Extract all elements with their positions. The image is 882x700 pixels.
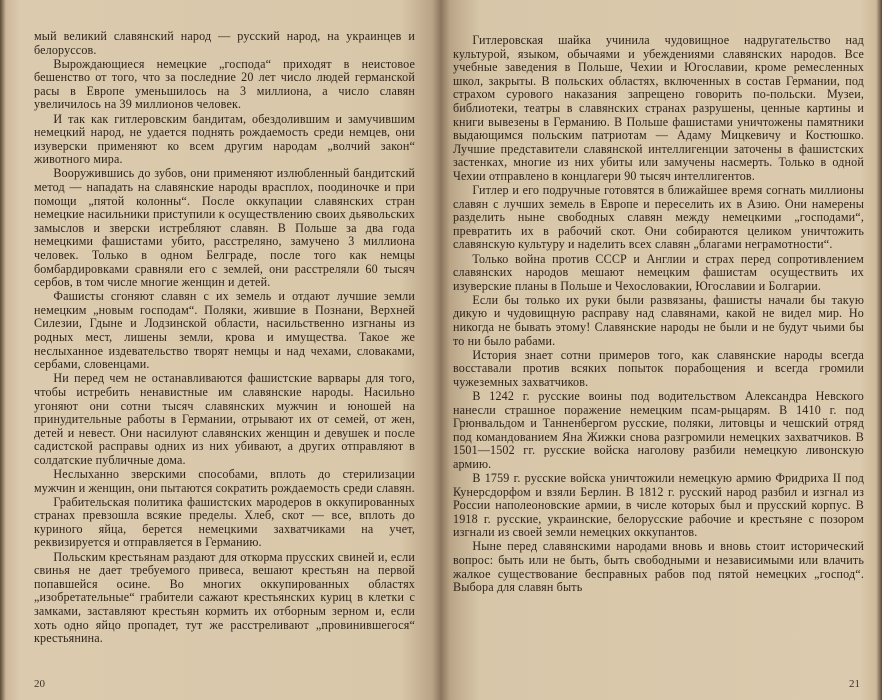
- paragraph: Гитлер и его подручные готовятся в ближайшее время согнать миллионы славян с лучших земель в Европе и переселить их в Азию. Они намерены разделить ныне свободных славян между немецкими „господами“, превратить их в рабочий скот. Они собираются целиком уничтожить славянскую культуру и наделить всех славян „благами неграмотности“.: [453, 183, 864, 252]
- paragraph: И так как гитлеровским бандитам, обездолившим и замучившим немецкий народ, не удается поднять рождаемость среди немцев, они изуверски применяют ко всем другим народам „волчий закон“ животного мира.: [34, 111, 415, 167]
- paragraph: Если бы только их руки были развязаны, фашисты начали бы такую дикую и чудовищную расправу над славянами, какой не видел мир. Но никогда не бывать этому! Славянские народы не были и не будут чьими бы то ни было рабами.: [453, 292, 864, 348]
- paragraph: История знает сотни примеров того, как славянские народы всегда восставали против всяких попыток порабощения и всегда громили чужеземных захватчиков.: [453, 347, 864, 389]
- page-number-left: 20: [34, 678, 45, 690]
- paragraph: Польским крестьянам раздают для откорма прусских свиней и, если свинья не дает требуемого привеса, вешают крестьян на первой попавшейся осине. Во многих оккупированных областях „изобретательные“ грабители сажают крестьянских куриц в клетки с замками, заставляют крестьян кормить их отборным зерном и, если хоть одно яйцо пропадет, тут же расстреливают „провинившегося“ крестьянина.: [34, 549, 415, 646]
- paragraph: Гитлеровская шайка учинила чудовищное надругательство над культурой, языком, обычаями и убеждениями славянских народов. Все учебные заведения в Польше, Чехии и Югославии, кроме ремесленных школ, закрыты. В польских областях, включенных в состав Германии, под страхом сурового наказания запрещено говорить по-польски. Музеи, библиотеки, театры в славянских странах разрушены, ценные картины и книги вывезены в Германию. В Польше фашистами уничтожены памятники выдающимся польским патриотам — Адаму Мицкевичу и Костюшко. Лучшие представители славянской интеллигенции заточены в фашистских застенках, многие из них убиты или замучены насмерть. Только в одной Чехии отправлено в концлагери 90 тысяч интеллигентов.: [453, 33, 864, 183]
- paragraph: Ныне перед славянскими народами вновь и вновь стоит исторический вопрос: быть или не быть, быть свободными и независимыми или влачить жалкое существование бесправных рабов под пятой немецких „господ“. Выбора для славян быть: [453, 539, 864, 595]
- paragraph: мый великий славянский народ — русский народ, на украинцев и белоруссов.: [34, 29, 415, 57]
- paragraph: Грабительская политика фашистских мародеров в оккупированных странах превзошла всякие пределы. Хлеб, скот — все, вплоть до куриного яйца, берется немецкими захватчиками на учет, реквизируется и отправляется в Германию.: [34, 494, 415, 550]
- paragraph: Фашисты сгоняют славян с их земель и отдают лучшие земли немецким „новым господам“. Поляки, жившие в Познани, Верхней Силезии, Гдыне и Лодзинской области, насильственно изгнаны из родных мест, лишены земли, крова и имущества. Такое же неслыханное издевательство творят немцы и над чехами, словаками, сербами, словенцами.: [34, 289, 415, 372]
- paragraph: В 1242 г. русские воины под водительством Александра Невского нанесли страшное поражение немецким псам-рыцарям. В 1410 г. под Грюнвальдом и Танненбергом русские, поляки, литовцы и чешский отряд под командованием Яна Жижки снова разгромили немецких захватчиков. В 1501—1502 гг. русские войска наголову разбили немецкую ливонскую армию.: [453, 388, 864, 471]
- paragraph: Вырождающиеся немецкие „господа“ приходят в неистовое бешенство от того, что за последние 20 лет число людей германской расы в Европе уменьшилось на 3 миллиона, а число славян увеличилось на 39 миллионов человек.: [34, 56, 415, 112]
- right-page-text: [453, 34, 864, 595]
- paragraph: Ни перед чем не останавливаются фашистские варвары для того, чтобы истребить ненавистные им славянские народы. Насильно угоняют они сотни тысяч славянских мужчин и юношей на принудительные работы в Германии, отрывают их от семей, от жен, детей и невест. Они насилуют славянских женщин и девушек и после садистской расправы одних из них убивают, а других отправляют в солдатские публичные дома.: [34, 371, 415, 467]
- paragraph: Неслыханно зверскими способами, вплоть до стерилизации мужчин и женщин, они пытаются сократить рождаемость среди славян.: [34, 467, 415, 495]
- page-number-right: 21: [849, 678, 860, 690]
- paragraph: Только война против СССР и Англии и страх перед сопротивлением славянских народов мешают немецким фашистам осуществить их изуверские планы в Польше и Чехословакии, Югославии и Болгарии.: [453, 251, 864, 293]
- right-page: [441, 0, 882, 700]
- paragraph: Вооружившись до зубов, они применяют излюбленный бандитский метод — нападать на славянские народы врасплох, поодиночке и при помощи „пятой колонны“. После оккупации славянских стран немецкие насильники приступили к осуществлению своих дьявольских замыслов и зверски истребляют славян. В Польше за два года немецкими фашистами убито, расстреляно, замучено 3 миллиона человек. Только в одном Белграде, после того как немцы бомбардировками сравняли его с землей, они расстреляли 60 тысяч сербов, в том числе многие женщин и детей.: [34, 166, 415, 290]
- left-page-text: [34, 30, 415, 646]
- paragraph: В 1759 г. русские войска уничтожили немецкую армию Фридриха II под Кунерсдорфом и взяли Берлин. В 1812 г. русский народ разбил и изгнал из России наполеоновские армии, в числе которых был и прусский корпус. В 1918 г. русские, украинские, белорусские рабочие и крестьяне с позором изгнали из своей земли немецких оккупантов.: [453, 471, 864, 540]
